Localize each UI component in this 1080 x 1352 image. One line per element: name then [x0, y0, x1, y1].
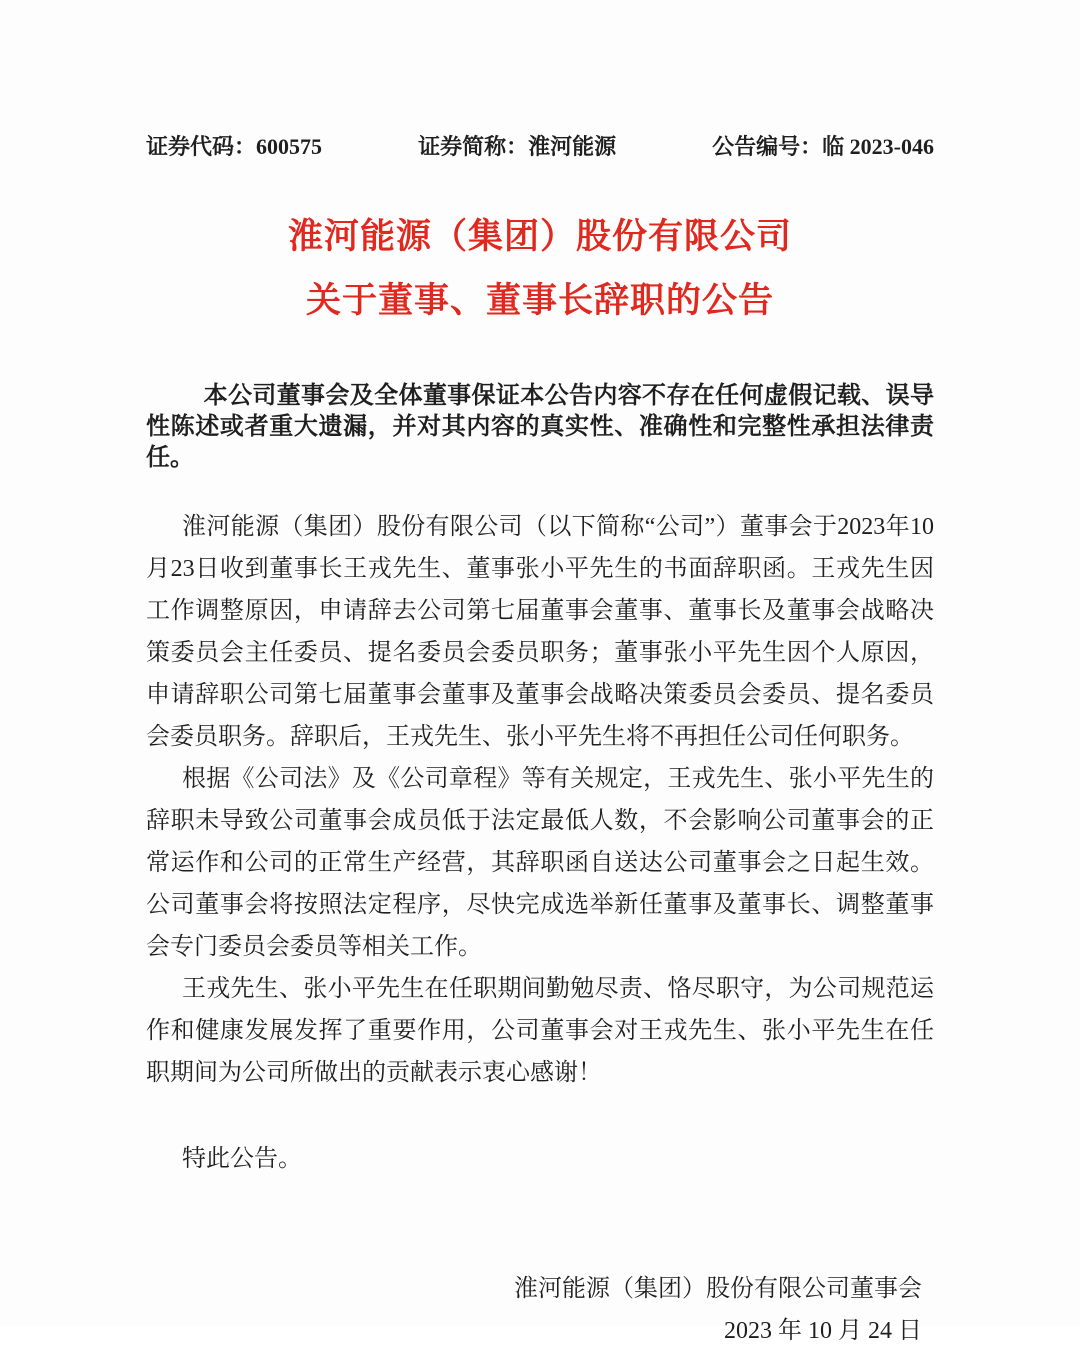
body-paragraph-gratitude: 王戎先生、张小平先生在任职期间勤勉尽责、恪尽职守，为公司规范运作和健康发展发挥了重要作用，公司董事会对王戎先生、张小平先生在任职期间为公司所做出的贡献表示衷心感谢！: [146, 976, 934, 1086]
announcement-title: 关于董事、董事长辞职的公告: [305, 281, 774, 320]
board-liability-statement: 本公司董事会及全体董事保证本公告内容不存在任何虚假记载、误导性陈述或者重大遗漏，并对其内容的真实性、准确性和完整性承担法律责任。: [146, 383, 934, 471]
closing-line: 特此公告。: [182, 1146, 302, 1172]
company-name-title: 淮河能源（集团）股份有限公司: [287, 217, 792, 256]
date-line: 2023 年 10 月 24 日: [724, 1318, 922, 1344]
stock-abbr: 证券简称：淮河能源: [418, 134, 617, 159]
body-paragraph-legal-effect: 根据《公司法》及《公司章程》等有关规定，王戎先生、张小平先生的辞职未导致公司董事会成员低于法定最低人数，不会影响公司董事会的正常运作和公司的正常生产经营，其辞职函自送达公司董事会之日起生效。公司董事会将按照法定程序，尽快完成选举新任董事及董事长、调整董事会专门委员会委员等相关工作。: [146, 766, 934, 960]
signature-block: [146, 1268, 934, 1352]
signature-line: 淮河能源（集团）股份有限公司董事会: [514, 1276, 922, 1302]
body-paragraph-resignation-details: 淮河能源（集团）股份有限公司（以下简称“公司”）董事会于2023年10月23日收到董事长王戎先生、董事张小平先生的书面辞职函。王戎先生因工作调整原因，申请辞去公司第七届董事会董事、董事长及董事会战略决策委员会主任委员、提名委员会委员职务；董事张小平先生因个人原因，申请辞职公司第七届董事会董事及董事会战略决策委员会委员、提名委员会委员职务。辞职后，王戎先生、张小平先生将不再担任公司任何职务。: [146, 514, 934, 750]
document-header: [146, 130, 934, 161]
stock-code: 证券代码：600575: [146, 134, 323, 159]
announcement-number: 公告编号：临 2023-046: [712, 134, 934, 159]
